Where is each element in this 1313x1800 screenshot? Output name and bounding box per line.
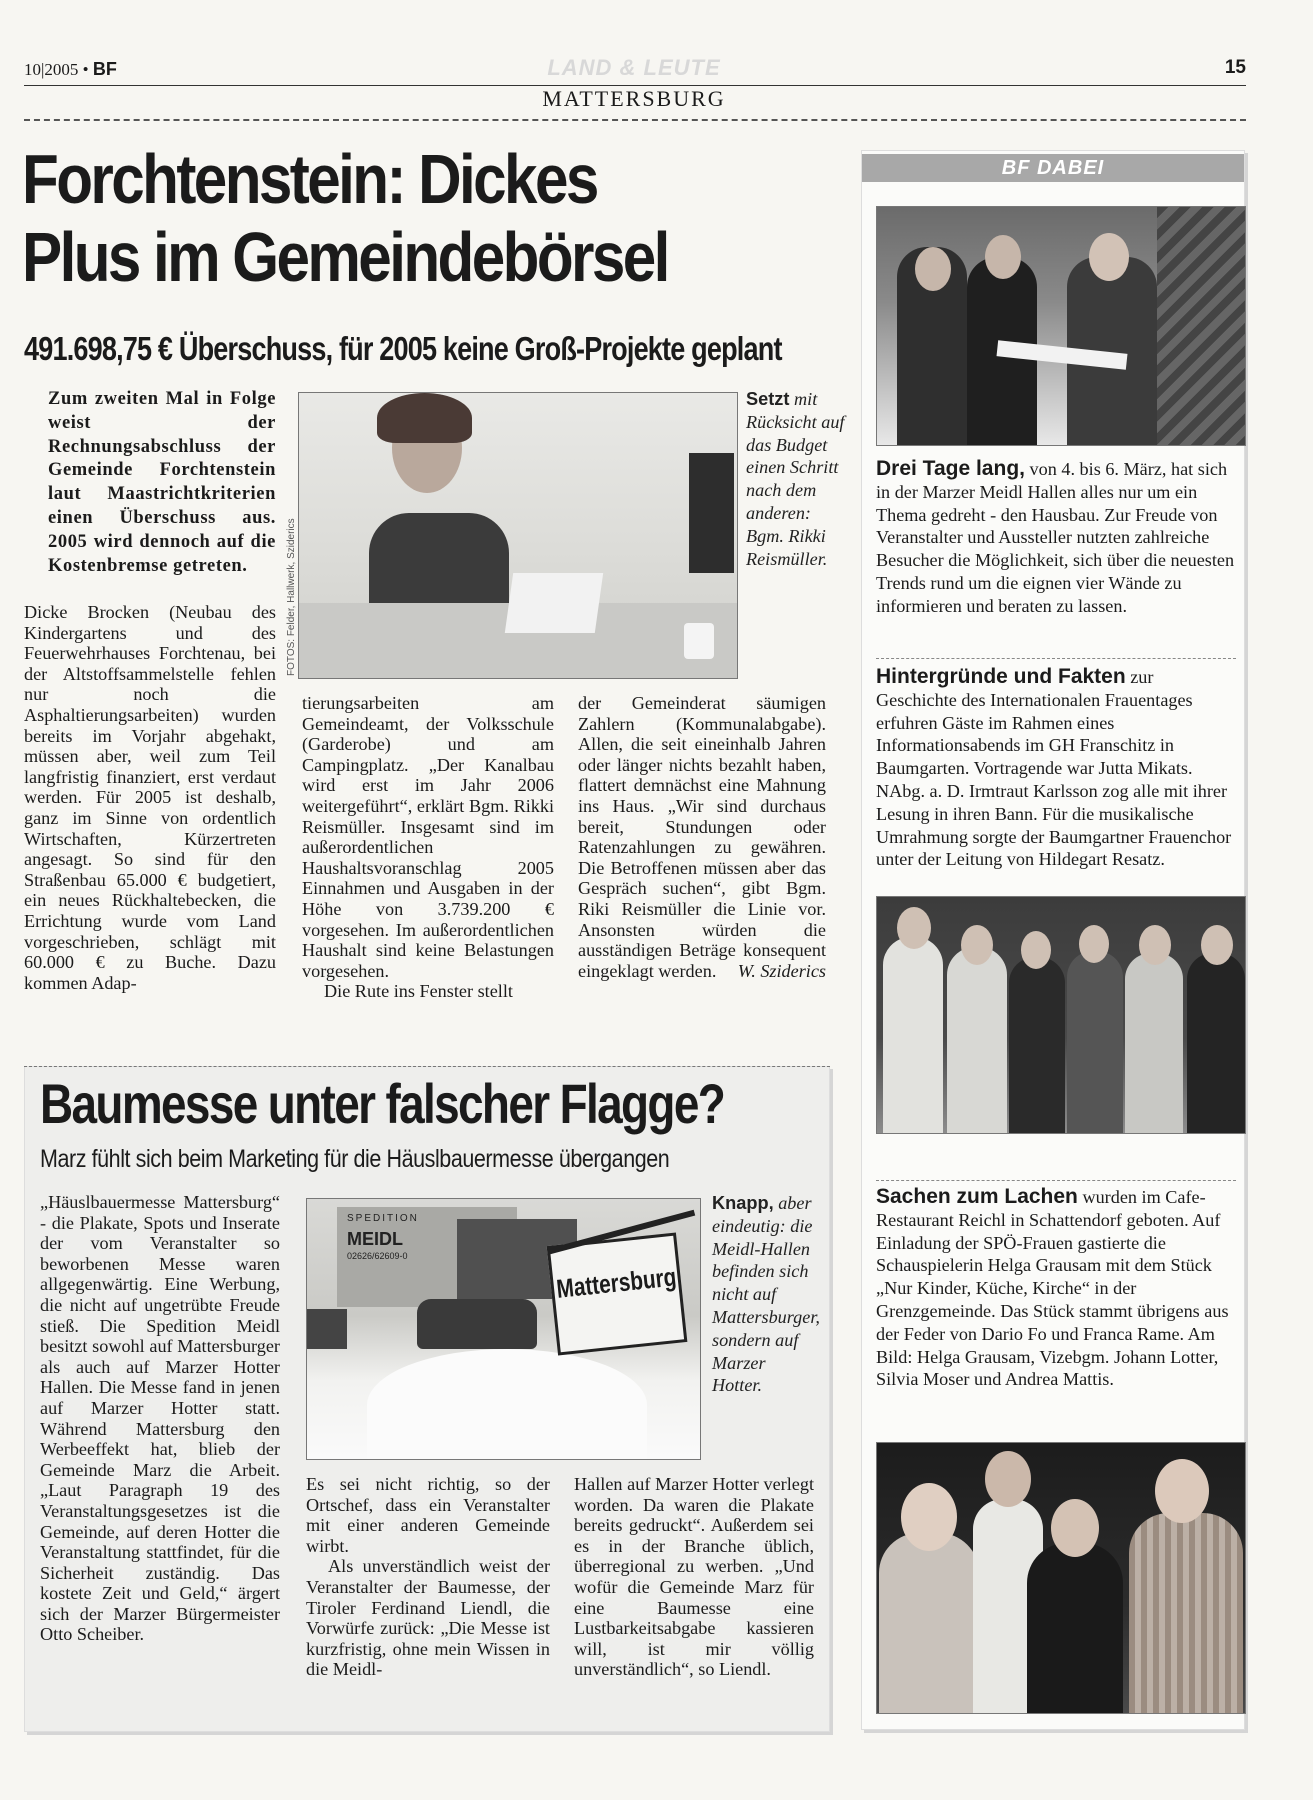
article1-headline: Forchtenstein: Dickes Plus im Gemeindebörsel	[22, 140, 668, 296]
article1-column1: Dicke Brocken (Neubau des Kindergartens und des Feuerwehrhauses Forchtenau, bei der Altstoffsammelstelle fehlen nur noch die Asphaltierungsarbeiten) wurden bereits im Vorjahr abgehakt, müssen aber, weil zum Teil langfristig finanziert, erst verdaut werden. Für 2005 ist deshalb, ganz im Sinne von ordentlich Wirtschaften, Kürzertreten angesagt. So sind für den Straßenbau 65.000 € budgetiert, ein neues Rückhaltebecken, die Errichtung wurde vom Land vorgeschrieben, schlägt mit 60.000 € zu Buche. Dazu kommen Adap-	[24, 602, 276, 993]
bullet-separator: •	[82, 60, 93, 79]
article2-subheadline: Marz fühlt sich beim Marketing für die Häuslbauermesse übergangen	[40, 1145, 670, 1173]
sidebar-title-bar	[862, 154, 1244, 182]
womens-choir-photo	[876, 896, 1246, 1134]
article1-photo-caption: Setzt mit Rücksicht auf das Budget einen Schritt nach dem anderen: Bgm. Rikki Reismüller.	[746, 389, 845, 569]
section-label: LAND & LEUTE	[547, 55, 721, 80]
article1-column2: tierungsarbeiten am Gemeindeamt, der Volksschule (Garderobe) und am Campingplatz. „Der Kanalbau wird erst im Jahr 2006 weitergeführt“, erklärt Bgm. Rikki Reismüller. Insgesamt sind im außerordentlichen Haushaltsvoranschlag 2005 Einnahmen und Ausgaben in der Höhe von 3.739.200 € vorgesehen. Im außerordentlichen Haushalt sind keine Belastungen vorgesehen. Die Rute ins Fenster stellt	[302, 693, 554, 1002]
author-byline: W. Sziderics	[737, 960, 826, 981]
house-fair-photo	[876, 206, 1246, 446]
sidebar-item-comedy: Sachen zum Lachen wurden im Cafe-Restaurant Reichl in Schattendorf geboten. Auf Einladung der SPÖ-Frauen gastierte die Schauspielerin Helga Grausam mit dem Stück „Nur Kinder, Küche, Kirche“ in der Grenzgemeinde. Das Stück stammt übrigens aus der Feder von Dario Fo und Franca Rame. Am Bild: Helga Grausam, Vizebgm. Johann Lotter, Silvia Moser und Andrea Mattis.	[876, 1185, 1229, 1390]
article2-column1: „Häuslbauermesse Mattersburg“ - die Plakate, Spots und Inserate der vom Veranstalter so beworbenen Messe waren allgegenwärtig. Eine Werbung, die nicht auf ungetrübte Freude stieß. Die Spedition Meidl besitzt sowohl auf Mattersburger als auch auf Marzer Hotter Hallen. Die Messe fand in jenen auf Marzer Hotter statt. Während Mattersburg den Werbeeffekt hat, blieb der Gemeinde Marz die Arbeit. „Laut Paragraph 19 des Veranstaltungsgesetzes ist die Gemeinde, auf deren Hotter die Veranstaltung stattfindet, für die Sicherheit zuständig. Das kostete Zeit und Geld,“ ärgert sich der Marzer Bürgermeister Otto Scheiber.	[40, 1192, 280, 1645]
photo-credit: FOTOS: Felder, Hallwerk, Sziderics	[286, 518, 297, 676]
article1-column3: der Gemeinderat säumigen Zahlern (Kommunalabgabe). Allen, die seit eineinhalb Jahren oder länger nichts bezahlt haben, flattert demnächst eine Mahnung ins Haus. „Wir sind durchaus bereit, Stundungen oder Ratenzahlungen zu gewähren. Die Betroffenen müssen aber das Gespräch suchen“, gibt Bgm. Riki Reismüller die Linie vor. Ansonsten würden die ausständigen Beträge konsequent eingeklagt werden. W. Sziderics	[578, 693, 826, 981]
page-header	[24, 55, 1246, 115]
brand-logo: BF	[92, 59, 117, 79]
sidebar-divider	[876, 1180, 1236, 1181]
mayor-at-desk-photo	[298, 392, 738, 679]
sidebar-divider	[876, 658, 1236, 659]
article2-column2: Es sei nicht richtig, so der Ortschef, dass ein Veranstalter mit einer anderen Gemeinde wirbt. Als unverständlich weist der Veranstalter der Baumesse, der Tiroler Ferdinand Liendl, die Vorwürfe zurück: „Die Messe ist kurzfristig, ohne mein Wissen in die Meidl-	[306, 1474, 550, 1680]
article2-photo-caption: Knapp, aber eindeutig: die Meidl-Hallen befinden sich nicht auf Mattersburger, sondern auf Marzer Hotter.	[712, 1193, 820, 1396]
article2-top-rule	[24, 1066, 830, 1067]
header-dashed-rule	[24, 119, 1246, 121]
page-number: 15	[1224, 57, 1246, 78]
article2-headline: Baumesse unter falscher Flagge?	[40, 1072, 725, 1135]
sidebar-title: BF DABEI	[1001, 157, 1105, 179]
meidl-halls-sign-photo: SPEDITION MEIDL 02626/62609-0 Mattersburg	[306, 1198, 701, 1460]
article1-lead: Zum zweiten Mal in Folge weist der Rechnungsabschluss der Gemeinde Forchtenstein laut Maastrichtkriterien einen Überschuss aus. 2005 wird dennoch auf die Kostenbremse getreten.	[48, 389, 276, 576]
actress-group-photo	[876, 1442, 1246, 1714]
article2-column3: Hallen auf Marzer Hotter verlegt worden. Da waren die Plakate bereits gedruckt“. Außerdem sei es in der Branche üblich, überregional zu werben. „Und wofür die Gemeinde Marz für eine Baumesse eine Lustbarkeitsabgabe kassieren will, ist mir völlig unverständlich“, so Liendl.	[574, 1474, 814, 1680]
sidebar-item-house-fair: Drei Tage lang, von 4. bis 6. März, hat sich in der Marzer Meidl Hallen alles nur um ein Thema gedreht - den Hausbau. Zur Freude von Veranstalter und Aussteller nutzten zahlreiche Besucher die Möglichkeit, sich über die neuesten Trends rund um die eignen vier Wände zu informieren und beraten zu lassen.	[876, 457, 1235, 616]
article1-subheadline: 491.698,75 € Überschuss, für 2005 keine Groß-Projekte geplant	[24, 330, 782, 367]
issue-number: 10|2005	[24, 60, 79, 79]
region-label: MATTERSBURG	[542, 86, 726, 111]
sidebar-item-womens-day: Hintergründe und Fakten zur Geschichte des Internationalen Frauentages erfuhren Gäste im Rahmen eines Informationsabends im GH Franschitz in Baumgarten. Vortragende war Jutta Mikats. NAbg. a. D. Irmtraut Karlsson zog alle mit ihrer Lesung in ihren Bann. Für die musikalische Umrahmung sorgte der Baumgartner Frauenchor unter der Leitung von Hildegart Resatz.	[876, 665, 1232, 870]
